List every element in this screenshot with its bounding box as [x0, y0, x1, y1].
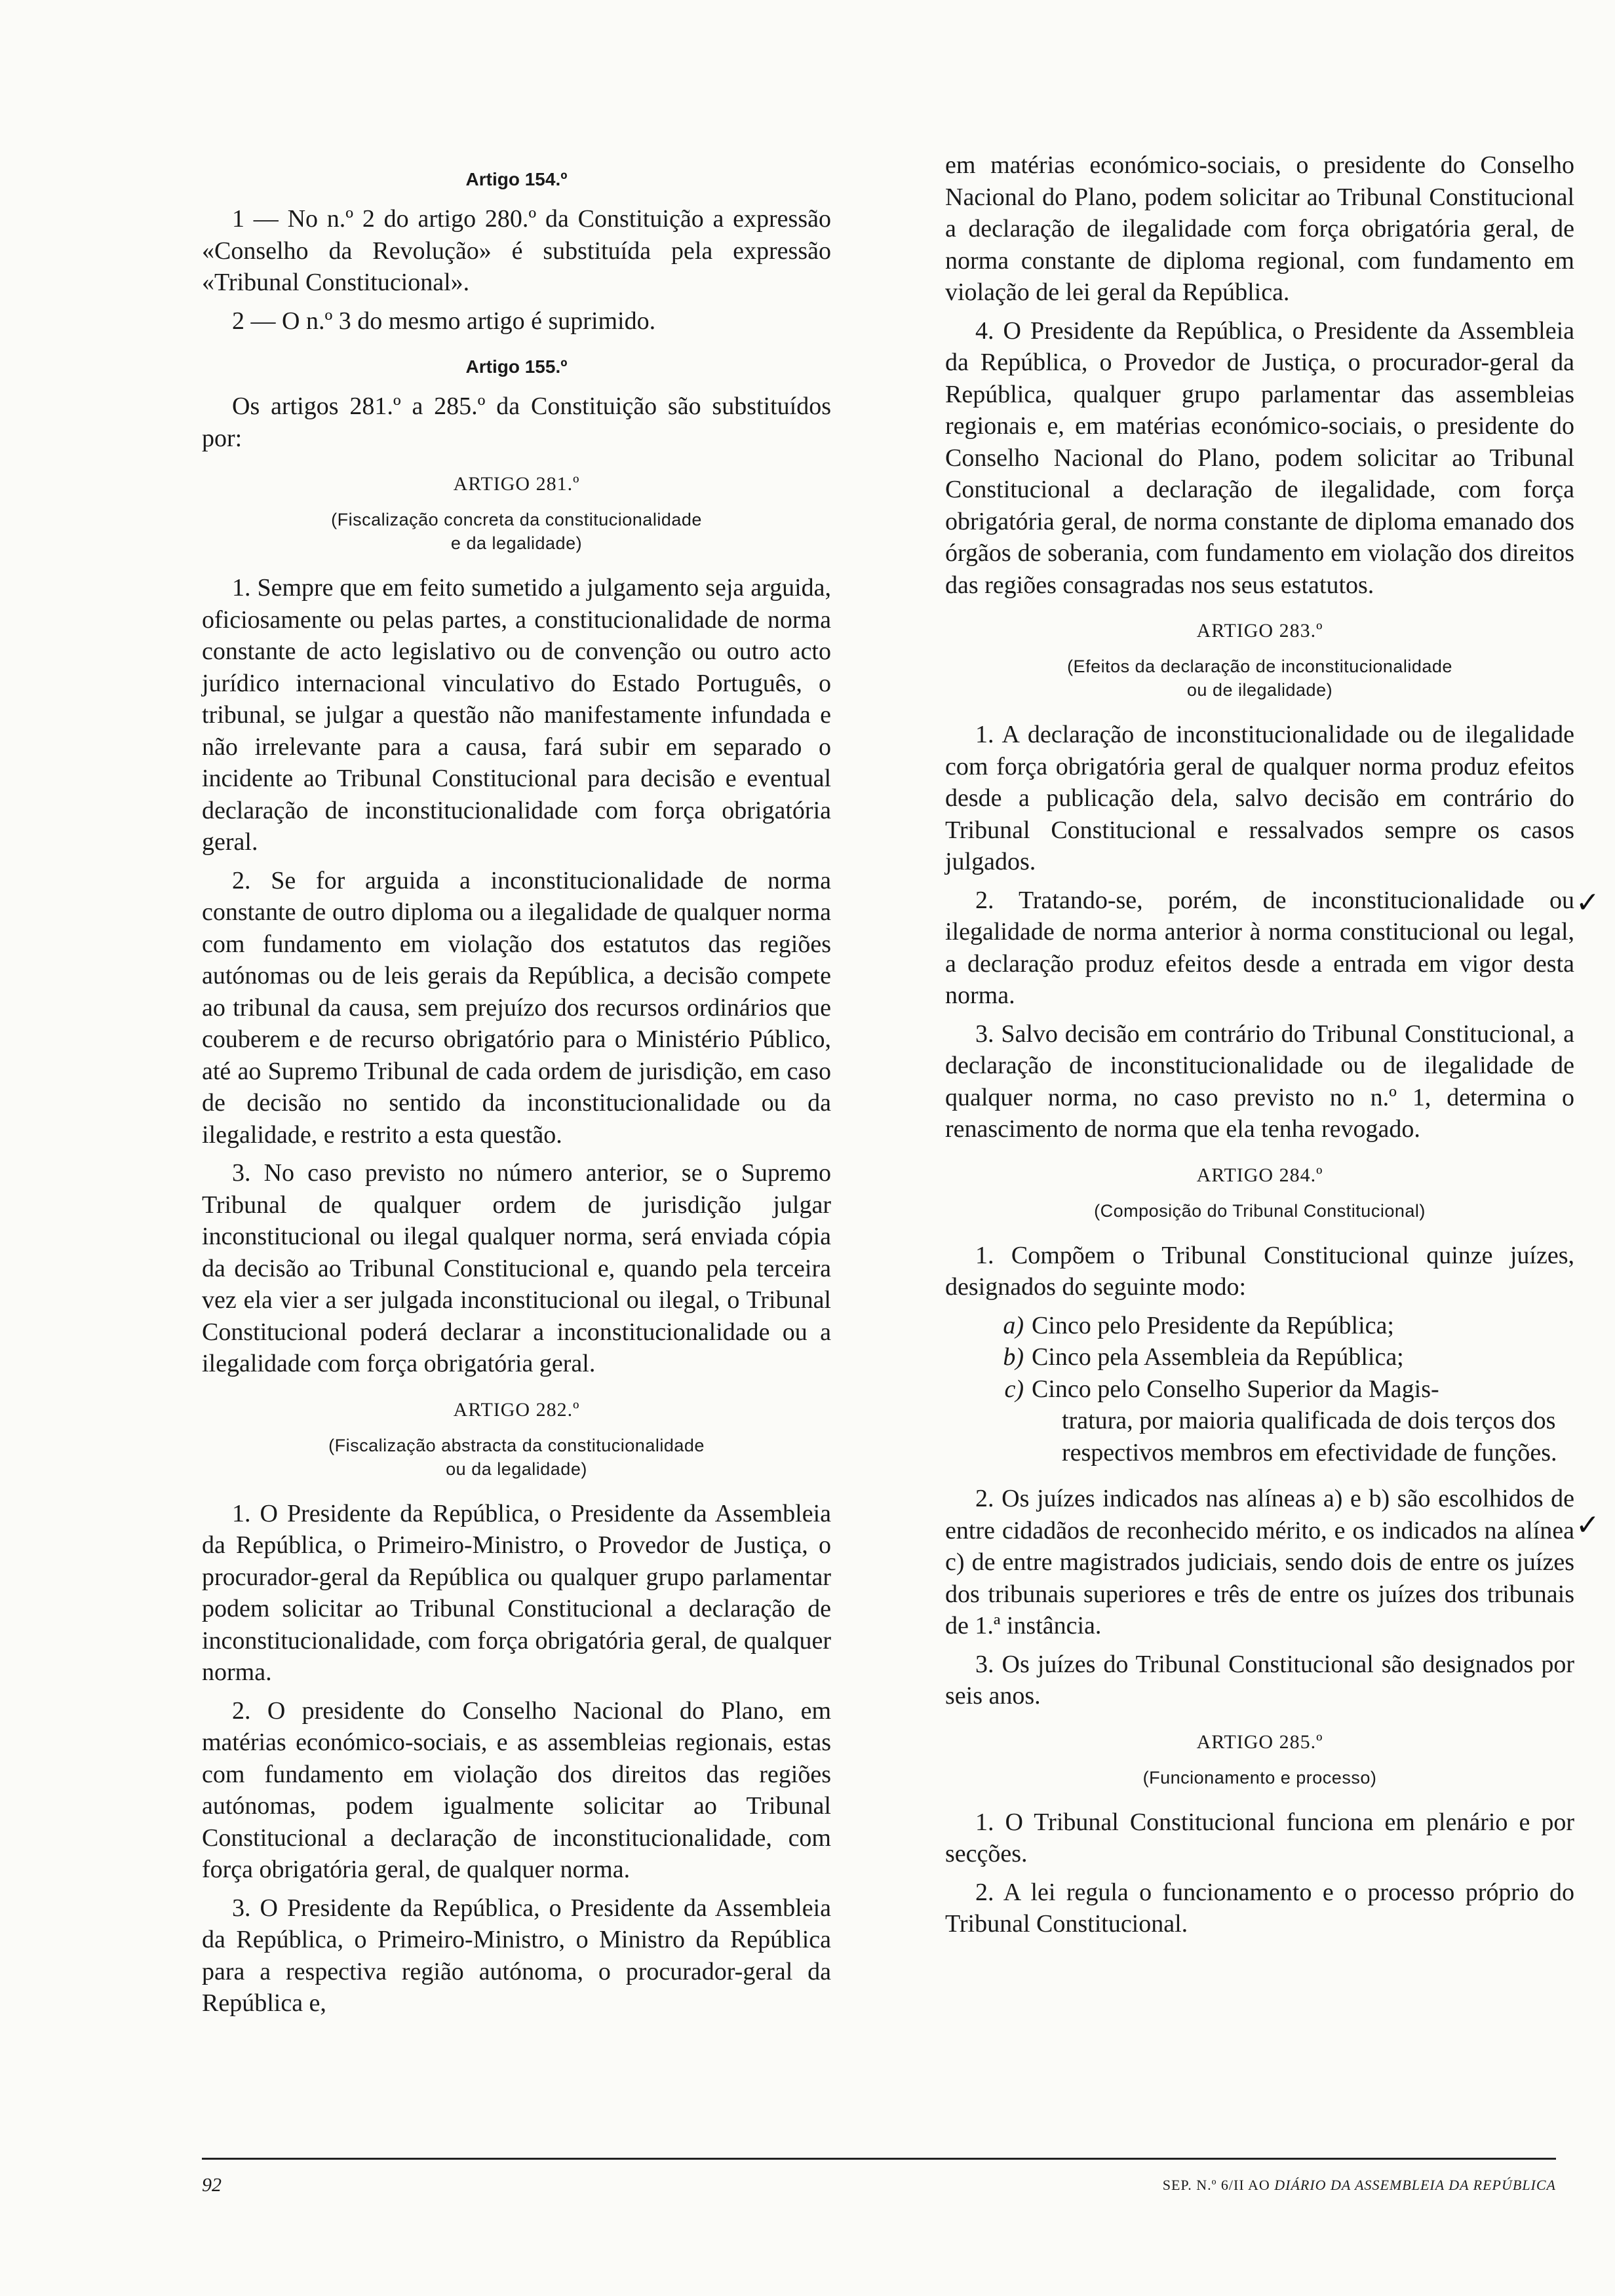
footer-rule	[202, 2158, 1556, 2160]
article-281-paragraph-2: 2. Se for arguida a inconstitucionalidade de norma constante de outro diploma ou a ilegalidade de qualquer norma com fundamento em violação dos estatutos das regiões autónomas ou de leis gerais da República, a decisão compete ao tribunal da causa, sem prejuízo dos recursos ordinários que couberem e de recurso obrigatório para o Ministério Público, até ao Supremo Tribunal de cada ordem de jurisdição, em caso de decisão no sentido da inconstitucionalidade ou da ilegalidade, e restrito a esta questão.	[202, 866, 831, 1149]
article-154-paragraph-1: 1 — No n.º 2 do artigo 280.º da Constituição a expressão «Conselho da Revolução» é substituída pela expressão «Tribunal Constitucional».	[202, 205, 831, 296]
article-282-title-line-2: ou da legalidade)	[446, 1459, 587, 1479]
article-281-title	[202, 508, 831, 555]
alinea-a-text: Cinco pelo Presidente da República;	[1032, 1311, 1394, 1339]
article-154-heading: Artigo 154.º	[465, 169, 568, 189]
article-281-paragraph-1: 1. Sempre que em feito sumetido a julgamento seja arguida, oficiosamente ou pelas partes, a constitucionalidade de norma constante de acto legislativo ou de convenção ou outro acto jurídico internacional vinculativo do Estado Português, o tribunal, se julgar a questão não manifestamente infundada e não irrelevante para a causa, fará subir em separado o incidente ao Tribunal Constitucional para decisão e eventual declaração de inconstitucionalidade com força obrigatória geral.	[202, 574, 831, 856]
page-number: 92	[202, 2174, 222, 2196]
article-284-alinea-list	[945, 1310, 1574, 1469]
article-154-paragraph-2: 2 — O n.º 3 do mesmo artigo é suprimido.	[232, 307, 656, 335]
article-283-title-line-2: ou de ilegalidade)	[1186, 680, 1333, 700]
article-285-heading: ARTIGO 285.º	[1196, 1731, 1323, 1753]
article-282-paragraph-2: 2. O presidente do Conselho Nacional do Plano, em matérias económico-sociais, e as assembleias regionais, estas com fundamento em violação dos direitos das regiões autónomas, podem igualmente solicitar ao Tribunal Constitucional a declaração de inconstitucionalidade, com força obrigatória geral, de qualquer norma.	[202, 1696, 831, 1883]
article-282-paragraph-4: 4. O Presidente da República, o Presidente da Assembleia da República, o Provedor de Justiça, o procurador-geral da República, qualquer grupo parlamentar das assembleias regionais e, em matérias económico-sociais, o presidente do Conselho Nacional do Plano, podem solicitar ao Tribunal Constitucional a declaração de ilegalidade, com força obrigatória geral, de norma constante de diploma emanado dos órgãos de soberania, com fundamento em violação dos direitos das regiões consagradas nos seus estatutos.	[945, 316, 1574, 599]
article-284-paragraph-1: 1. Compõem o Tribunal Constitucional quinze juízes, designados do seguinte modo:	[945, 1241, 1574, 1301]
article-282-title	[202, 1434, 831, 1481]
article-285-paragraph-2: 2. A lei regula o funcionamento e o processo próprio do Tribunal Constitucional.	[945, 1878, 1574, 1938]
left-column	[202, 149, 831, 2026]
article-281-heading: ARTIGO 281.º	[453, 473, 580, 495]
article-283-paragraph-3: 3. Salvo decisão em contrário do Tribunal Constitucional, a declaração de inconstitucionalidade ou de ilegalidade de qualquer norma, no caso previsto no n.º 1, determina o renascimento de norma que ela tenha revogado.	[945, 1020, 1574, 1143]
running-head-title: DIÁRIO DA ASSEMBLEIA DA REPÚBLICA	[1274, 2177, 1556, 2193]
alinea-c	[945, 1373, 1574, 1469]
article-284-paragraph-3: 3. Os juízes do Tribunal Constitucional são designados por seis anos.	[945, 1650, 1574, 1710]
alinea-a-letter: a)	[1003, 1311, 1024, 1339]
article-283-paragraph-2: 2. Tratando-se, porém, de inconstitucionalidade ou ilegalidade de norma anterior à norma constitucional ou legal, a declaração produz efeitos desde a entrada em vigor desta norma.	[945, 886, 1574, 1009]
right-column	[945, 149, 1574, 1947]
article-285-title: (Funcionamento e processo)	[1142, 1767, 1377, 1788]
article-281-title-line-1: (Fiscalização concreta da constitucionalidade	[331, 510, 702, 529]
article-285-paragraph-1: 1. O Tribunal Constitucional funciona em plenário e por secções.	[945, 1808, 1574, 1867]
article-282-paragraph-3: 3. O Presidente da República, o Presidente da Assembleia da República, o Primeiro-Ministro, o Ministro da República para a respectiva região autónoma, o procurador-geral da República e,	[202, 1894, 831, 2017]
alinea-c-text-rest: tratura, por maioria qualificada de dois terços dos respectivos membros em efectividade de funções.	[1062, 1407, 1557, 1466]
alinea-c-text	[1032, 1373, 1574, 1469]
article-284-paragraph-2: 2. Os juízes indicados nas alíneas a) e b) são escolhidos de entre cidadãos de reconhecido mérito, e os indicados na alínea c) de entre magistrados judiciais, sendo dois de entre os juízes dos tribunais superiores e três de entre os juízes dos tribunais de 1.ª instância.	[945, 1485, 1574, 1639]
margin-check-mark-icon: ✓	[1576, 1508, 1600, 1542]
alinea-b	[945, 1341, 1574, 1373]
article-155-heading: Artigo 155.º	[465, 356, 568, 377]
article-282-paragraph-1: 1. O Presidente da República, o Presidente da Assembleia da República, o Primeiro-Ministro, o Provedor de Justiça, o procurador-geral da República ou qualquer grupo parlamentar podem solicitar ao Tribunal Constitucional a declaração de inconstitucionalidade, com força obrigatória geral, de qualquer norma.	[202, 1499, 831, 1686]
article-155-paragraph-1: Os artigos 281.º a 285.º da Constituição são substituídos por:	[202, 392, 831, 452]
alinea-c-text-first-line: Cinco pelo Conselho Superior da Magis-	[1032, 1375, 1439, 1403]
article-283-heading: ARTIGO 283.º	[1196, 620, 1323, 641]
margin-check-mark-icon: ✓	[1576, 886, 1600, 919]
article-282-heading: ARTIGO 282.º	[453, 1398, 580, 1421]
running-head-prefix: SEP. N.º 6/II AO	[1162, 2177, 1270, 2193]
article-282-title-line-1: (Fiscalização abstracta da constitucionalidade	[328, 1435, 705, 1455]
article-283-title-line-1: (Efeitos da declaração de inconstitucionalidade	[1067, 657, 1452, 676]
article-284-heading: ARTIGO 284.º	[1196, 1164, 1323, 1186]
article-283-title	[945, 655, 1574, 702]
article-281-title-line-2: e da legalidade)	[450, 533, 583, 553]
article-283-paragraph-1: 1. A declaração de inconstitucionalidade ou de ilegalidade com força obrigatória geral de qualquer norma produz efeitos desde a publicação dela, salvo decisão em contrário do Tribunal Constitucional e ressalvados sempre os casos julgados.	[945, 721, 1574, 875]
article-284-title: (Composição do Tribunal Constitucional)	[1094, 1200, 1426, 1221]
alinea-b-text: Cinco pela Assembleia da República;	[1032, 1343, 1404, 1371]
article-282-paragraph-3-continued: em matérias económico-sociais, o presidente do Conselho Nacional do Plano, podem solicitar ao Tribunal Constitucional a declaração de ilegalidade com força obrigatória geral, de norma constante de diploma regional, com fundamento em violação de lei geral da República.	[945, 151, 1574, 306]
article-281-paragraph-3: 3. No caso previsto no número anterior, se o Supremo Tribunal de qualquer ordem de jurisdição julgar inconstitucional ou ilegal qualquer norma, será enviada cópia da decisão ao Tribunal Constitucional e, quando pela terceira vez ela vier a ser julgada inconstitucional ou ilegal, o Tribunal Constitucional poderá declarar a inconstitucionalidade ou a ilegalidade com força obrigatória geral.	[202, 1159, 831, 1377]
alinea-c-letter: c)	[1004, 1375, 1024, 1403]
alinea-a	[945, 1310, 1574, 1342]
alinea-b-letter: b)	[1003, 1343, 1024, 1371]
running-head	[1163, 2177, 1556, 2194]
